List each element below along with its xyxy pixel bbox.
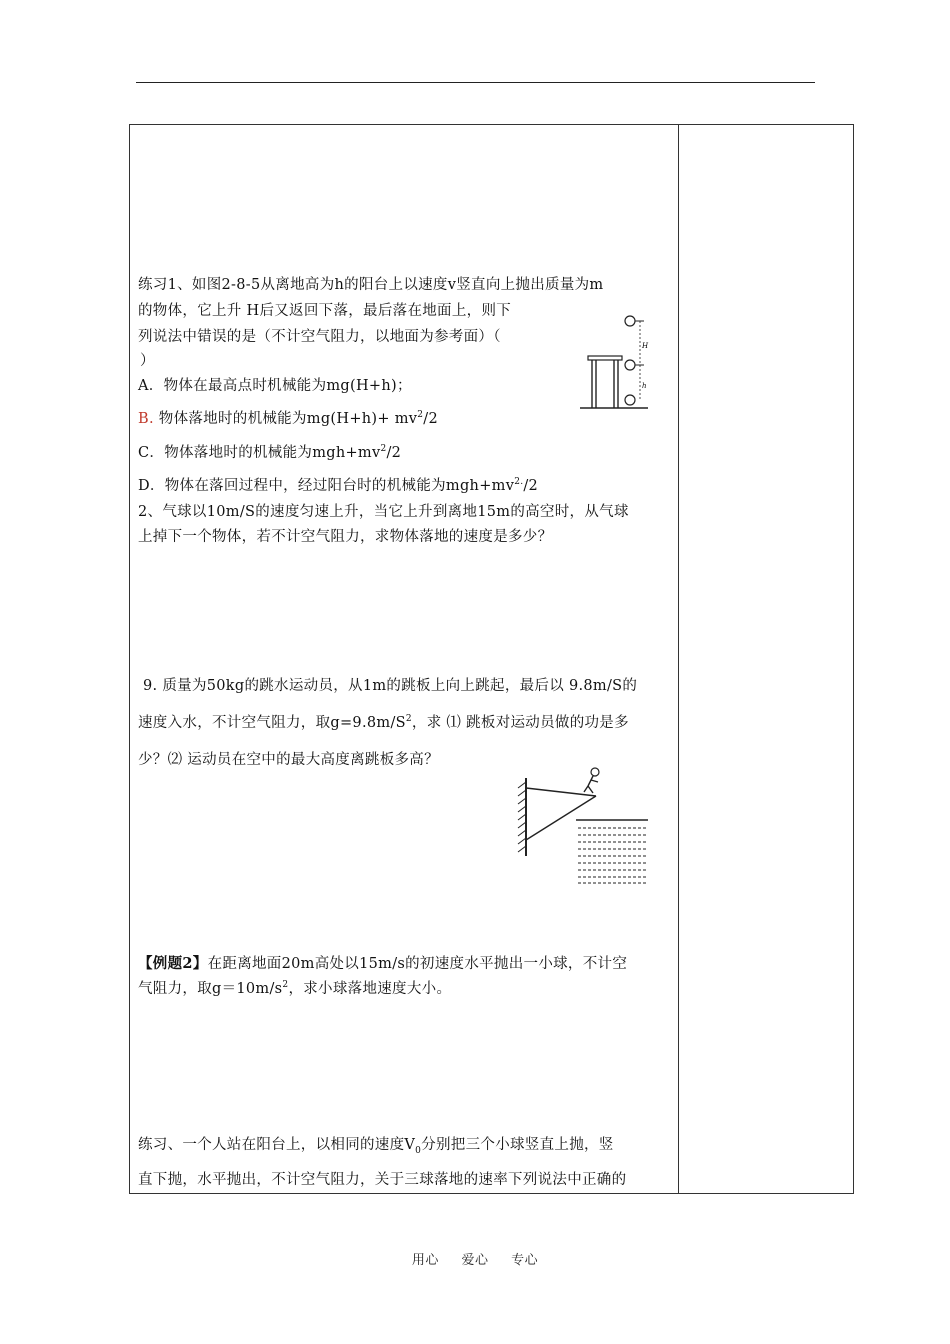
example2-line2-a: 气阻力，取g＝10m/s <box>138 981 283 997</box>
option-d-tail: /2 <box>523 478 539 494</box>
example2-line2-b: ，求小球落地速度大小。 <box>288 981 452 997</box>
label-H: H <box>642 342 649 350</box>
footer-item: 用心 <box>411 1253 439 1268</box>
problem9-line2 <box>138 711 629 736</box>
table-column-divider <box>678 124 679 1194</box>
page-footer <box>0 1249 950 1268</box>
last-exercise-line1-b: 分别把三个小球竖直上抛，竖 <box>421 1137 614 1153</box>
exercise1-line2: 的物体，它上升 H后又返回下落，最后落在地面上，则下 <box>138 303 512 319</box>
problem9-line2-a: 速度入水，不计空气阻力，取g=9.8m/S <box>138 715 406 731</box>
exercise1-line1: 练习1、如图2-8-5从离地高为h的阳台上以速度v竖直向上抛出质量为m <box>138 277 604 293</box>
exercise1-option-d <box>138 474 538 499</box>
option-d-text: D．物体在落回过程中，经过阳台时的机械能为mgh+mv <box>138 478 515 494</box>
example2-line2 <box>138 977 451 1002</box>
option-c-tail: /2 <box>386 445 402 461</box>
example2-tag: 【例题2】 <box>138 955 208 972</box>
superscript-2: 2. <box>514 477 524 488</box>
example2-line1 <box>138 951 627 977</box>
last-exercise-line1 <box>138 1133 614 1158</box>
problem9-line1: 9. 质量为50kg的跳水运动员，从1m的跳板上向上跳起，最后以 9.8m/S的 <box>143 678 638 694</box>
exercise2-line2: 上掉下一个物体，若不计空气阻力，求物体落地的速度是多少？ <box>138 529 553 545</box>
superscript-2: 2 <box>380 444 387 455</box>
subscript-0: 0 <box>415 1145 422 1156</box>
option-b-label: B. <box>138 411 154 427</box>
superscript-2: 2 <box>417 410 424 421</box>
last-exercise-line1-a: 练习、一个人站在阳台上，以相同的速度V <box>138 1137 416 1153</box>
example2-line1-text: 在距离地面20m高处以15m/s的初速度水平抛出一小球，不计空 <box>207 956 628 972</box>
problem9-line3: 少？⑵ 运动员在空中的最大高度离跳板多高？ <box>138 752 439 768</box>
option-c-text: C．物体落地时的机械能为mgh+mv <box>138 445 381 461</box>
superscript-2: 2 <box>405 714 412 725</box>
footer-item: 爱心 <box>461 1253 489 1268</box>
superscript-2: 2 <box>282 980 289 991</box>
problem9-line2-b: ，求 ⑴ 跳板对运动员做的功是多 <box>411 715 629 731</box>
exercise2-line1: 2、气球以10m/S的速度匀速上升，当它上升到离地15m的高空时，从气球 <box>138 504 629 520</box>
exercise1-line3: 列说法中错误的是（不计空气阻力，以地面为参考面）（ <box>138 329 501 345</box>
last-exercise-line2: 直下抛，水平抛出，不计空气阻力，关于三球落地的速率下列说法中正确的 <box>138 1172 627 1188</box>
exercise1-line4: ） <box>140 353 155 369</box>
option-b-tail: /2 <box>423 411 439 427</box>
diving-board-figure <box>512 764 652 888</box>
balcony-throw-figure <box>578 308 650 414</box>
label-h: h <box>642 382 647 390</box>
option-b-text: 物体落地时的机械能为mg(H+h)+ mv <box>153 411 418 427</box>
footer-item: 专心 <box>511 1253 539 1268</box>
exercise1-option-b <box>138 407 438 432</box>
exercise1-option-a: A．物体在最高点时机械能为mg(H+h)； <box>138 378 412 394</box>
header-rule <box>136 82 815 83</box>
exercise1-option-c <box>138 441 401 466</box>
